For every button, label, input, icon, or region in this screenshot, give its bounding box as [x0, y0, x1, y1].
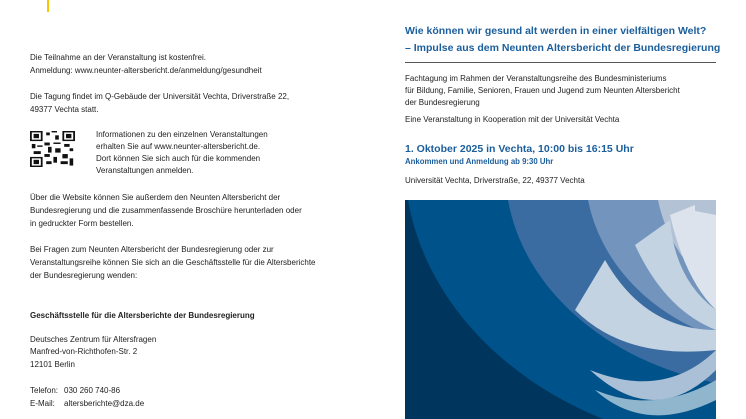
email-link[interactable]: altersberichte@dza.de [64, 399, 145, 408]
questions-line: Bei Fragen zum Neunten Altersbericht der Bundesregierung oder zur [30, 245, 274, 254]
questions-line: der Bundesregierung wenden: [30, 271, 138, 280]
description-line: der Bundesregierung [405, 98, 480, 107]
qr-info-line: Informationen zu den einzelnen Veranstaltungen [96, 130, 268, 139]
venue-line: Die Tagung findet im Q-Gebäude der Universität Vechta, Driverstraße 22, [30, 92, 290, 101]
yellow-marker [47, 0, 49, 12]
phone-label: Telefon: [30, 386, 59, 395]
qr-code[interactable] [30, 131, 75, 167]
arrival-time: Ankommen und Anmeldung ab 9:30 Uhr [405, 157, 554, 166]
website-line: Bundesregierung und die zusammenfassende Broschüre herunterladen oder [30, 206, 302, 215]
intro-line: Die Teilnahme an der Veranstaltung ist kostenfrei. [30, 53, 206, 62]
qr-info-line: Veranstaltungen anmelden. [96, 166, 194, 175]
address-line: 12101 Berlin [30, 360, 75, 369]
website-line: Über die Website können Sie außerdem den Neunten Altersbericht der [30, 193, 281, 202]
qr-info-line: erhalten Sie auf www.neunter-altersbericht.de. [96, 142, 261, 151]
questions-line: Veranstaltungsreihe können Sie sich an die Geschäftsstelle für die Altersberichte [30, 258, 316, 267]
email-label: E-Mail: [30, 399, 55, 408]
event-location: Universität Vechta, Driverstraße, 22, 49377 Vechta [405, 176, 585, 185]
venue-line: 49377 Vechta statt. [30, 105, 99, 114]
event-title: Wie können wir gesund alt werden in einer vielfältigen Welt? [405, 25, 707, 37]
address-line: Manfred-von-Richthofen-Str. 2 [30, 347, 138, 356]
registration-link[interactable]: Anmeldung: www.neunter-altersbericht.de/anmeldung/gesundheit [30, 66, 262, 75]
cooperation-note: Eine Veranstaltung in Kooperation mit der Universität Vechta [405, 115, 620, 124]
description-line: Fachtagung im Rahmen der Veranstaltungsreihe des Bundesministeriums [405, 74, 667, 83]
office-title: Geschäftsstelle für die Altersberichte der Bundesregierung [30, 311, 255, 320]
description-line: für Bildung, Familie, Senioren, Frauen und Jugend zum Neunten Altersbericht [405, 86, 680, 95]
phone-number: 030 260 740-86 [64, 386, 121, 395]
qr-info-line: Dort können Sie sich auch für die kommenden [96, 154, 261, 163]
divider [405, 62, 716, 63]
event-subtitle: – Impulse aus dem Neunten Altersbericht der Bundesregierung [405, 42, 721, 54]
cover-graphic [405, 200, 716, 419]
address-line: Deutsches Zentrum für Altersfragen [30, 335, 157, 344]
event-date: 1. Oktober 2025 in Vechta, 10:00 bis 16:15 Uhr [405, 143, 634, 155]
website-line: in gedruckter Form bestellen. [30, 219, 134, 228]
